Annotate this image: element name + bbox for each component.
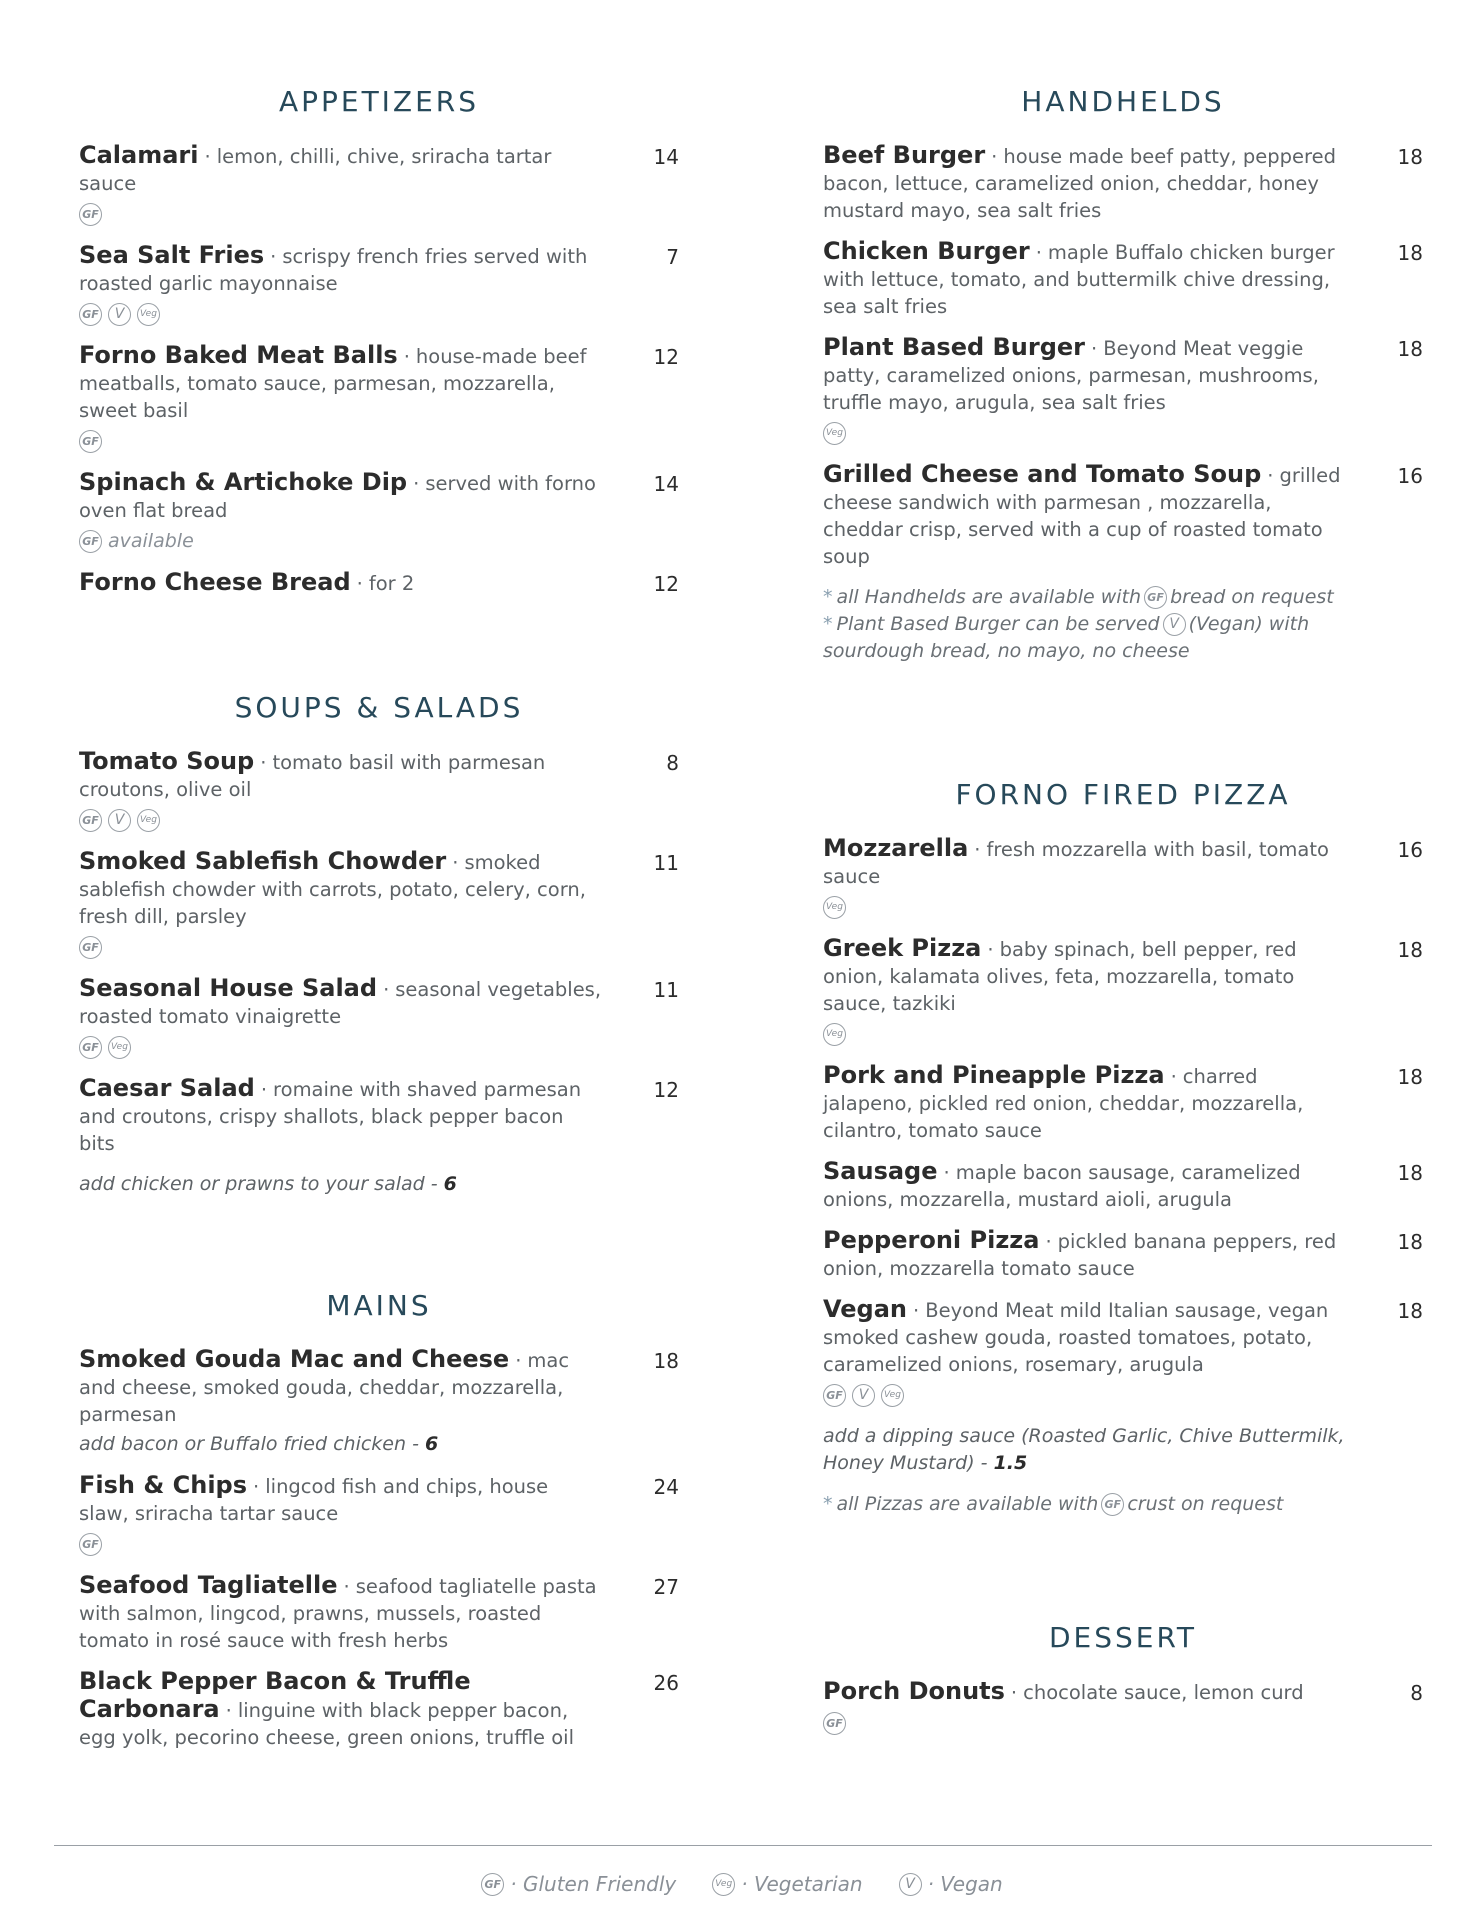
item-name: Spinach & Artichoke Dip xyxy=(79,468,408,496)
item-name: Forno Cheese Bread xyxy=(79,568,351,596)
item-name: Pepperoni Pizza xyxy=(823,1226,1040,1254)
pizza-gf-note: * all Pizzas are available with GF crust on request xyxy=(823,1493,1284,1515)
section-title: MAINS xyxy=(326,1289,432,1322)
vegetarian-icon: Veg xyxy=(137,303,160,326)
item-name: Fish & Chips xyxy=(79,1471,248,1499)
item-description: scrispy french fries served with roasted garlic mayonnaise xyxy=(79,245,588,295)
item-description: Beyond Meat veggie patty, caramelized onions, parmesan, mushrooms, truffle mayo, arugula, sea salt fries xyxy=(823,337,1319,414)
handhelds-section xyxy=(823,82,1423,665)
item-description: Beyond Meat mild Italian sausage, vegan smoked cashew gouda, roasted tomatoes, potato, caramelized onions, rosemary, arugula xyxy=(823,1299,1329,1376)
item-name: Tomato Soup xyxy=(79,747,255,775)
menu-item: Smoked Sablefish Chowder · smoked sablefish chowder with carrots, potato, celery, corn, fresh dill, parsley 11 GF xyxy=(79,848,679,961)
gluten-friendly-icon: GF xyxy=(823,1712,846,1735)
section-title: DESSERT xyxy=(1048,1621,1197,1654)
item-price: 18 xyxy=(1397,1161,1423,1185)
item-price: 11 xyxy=(653,978,679,1002)
menu-item: Sea Salt Fries · scrispy french fries served with roasted garlic mayonnaise 7 GF V Veg xyxy=(79,242,679,328)
dessert-section xyxy=(823,1618,1423,1751)
item-name: Calamari xyxy=(79,141,199,169)
vegetarian-icon: Veg xyxy=(881,1384,904,1407)
vegetarian-icon: Veg xyxy=(823,896,846,919)
appetizers-section xyxy=(79,82,679,611)
item-price: 16 xyxy=(1397,838,1423,862)
item-description: chocolate sauce, lemon curd xyxy=(1023,1681,1304,1704)
item-price: 14 xyxy=(653,145,679,169)
vegan-icon: V xyxy=(852,1384,875,1407)
handhelds-gf-note: * all Handhelds are available with GF bread on request xyxy=(823,586,1334,608)
legend-gluten-friendly: GF · Gluten Friendly xyxy=(481,1872,676,1896)
vegetarian-icon: Veg xyxy=(823,1023,846,1046)
item-description: house-made beef meatballs, tomato sauce, parmesan, mozzarella, sweet basil xyxy=(79,345,587,422)
item-description: smoked sablefish chowder with carrots, potato, celery, corn, fresh dill, parsley xyxy=(79,851,586,928)
item-description: maple Buffalo chicken burger with lettuce, tomato, and buttermilk chive dressing, sea salt fries xyxy=(823,241,1335,318)
badge-note: available xyxy=(108,530,194,552)
item-description: mac and cheese, smoked gouda, cheddar, mozzarella, parmesan xyxy=(79,1349,570,1426)
item-price: 18 xyxy=(1397,1299,1423,1323)
menu-item: Black Pepper Bacon & Truffle Carbonara · linguine with black pepper bacon, egg yolk, pecorino cheese, green onions, truffle oil 26 xyxy=(79,1667,679,1749)
item-name: Forno Baked Meat Balls xyxy=(79,341,398,369)
menu-item: Smoked Gouda Mac and Cheese · mac and cheese, smoked gouda, cheddar, mozzarella, parmesan 18 add bacon or Buffalo fried chicken - 6 xyxy=(79,1346,679,1458)
item-price: 8 xyxy=(1410,1681,1423,1705)
item-name: Beef Burger xyxy=(823,141,986,169)
item-name: Caesar Salad xyxy=(79,1074,255,1102)
gluten-friendly-icon: GF xyxy=(79,1533,102,1556)
item-price: 8 xyxy=(666,751,679,775)
item-name: Greek Pizza xyxy=(823,934,982,962)
item-description: seasonal vegetables, roasted tomato vinaigrette xyxy=(79,978,602,1028)
gluten-friendly-icon: GF xyxy=(79,809,102,832)
salad-addon-note: add chicken or prawns to your salad - 6 xyxy=(79,1173,457,1195)
item-name: Sea Salt Fries xyxy=(79,241,265,269)
item-name: Porch Donuts xyxy=(823,1677,1005,1705)
section-title: HANDHELDS xyxy=(1021,85,1225,118)
item-description: romaine with shaved parmesan and croutons, crispy shallots, black pepper bacon bits xyxy=(79,1078,582,1155)
gluten-friendly-icon: GF xyxy=(481,1873,504,1896)
menu-item: Beef Burger · house made beef patty, peppered bacon, lettuce, caramelized onion, cheddar, honey mustard mayo, sea salt fries 18 xyxy=(823,141,1423,222)
item-description: lemon, chilli, chive, sriracha tartar sauce xyxy=(79,145,552,195)
gluten-friendly-icon: GF xyxy=(79,530,102,553)
menu-item: Caesar Salad · romaine with shaved parmesan and croutons, crispy shallots, black pepper bacon bits 12 xyxy=(79,1074,679,1155)
item-name: Vegan xyxy=(823,1295,907,1323)
menu-item: Vegan · Beyond Meat mild Italian sausage, vegan smoked cashew gouda, roasted tomatoes, potato, caramelized onions, rosemary, arugula 18 GF V Veg xyxy=(823,1296,1423,1409)
item-description: fresh mozzarella with basil, tomato sauce xyxy=(823,838,1329,888)
item-name: Seasonal House Salad xyxy=(79,974,378,1002)
vegan-icon: V xyxy=(1163,613,1186,636)
menu-item: Mozzarella · fresh mozzarella with basil, tomato sauce 16 Veg xyxy=(823,835,1423,921)
item-description: baby spinach, bell pepper, red onion, kalamata olives, feta, mozzarella, tomato sauce, tazkiki xyxy=(823,938,1297,1015)
section-title: SOUPS & SALADS xyxy=(234,691,524,724)
item-description: served with forno oven flat bread xyxy=(79,472,596,522)
gluten-friendly-icon: GF xyxy=(79,430,102,453)
menu-item: Forno Cheese Bread · for 2 12 xyxy=(79,569,679,597)
menu-item: Pepperoni Pizza · pickled banana peppers, red onion, mozzarella tomato sauce 18 xyxy=(823,1226,1423,1280)
vegan-icon: V xyxy=(108,809,131,832)
item-price: 16 xyxy=(1397,464,1423,488)
item-description: pickled banana peppers, red onion, mozzarella tomato sauce xyxy=(823,1230,1337,1280)
menu-item: Calamari · lemon, chilli, chive, sriracha tartar sauce 14 GF xyxy=(79,142,679,228)
item-name: Pork and Pineapple Pizza xyxy=(823,1061,1165,1089)
vegan-icon: V xyxy=(108,303,131,326)
section-title: FORNO FIRED PIZZA xyxy=(955,778,1291,811)
gluten-friendly-icon: GF xyxy=(1101,1493,1124,1516)
mac-addon-note: add bacon or Buffalo fried chicken - 6 xyxy=(79,1433,439,1455)
legend-vegetarian: Veg · Vegetarian xyxy=(712,1872,862,1896)
item-price: 7 xyxy=(666,245,679,269)
item-price: 18 xyxy=(1397,145,1423,169)
item-price: 27 xyxy=(653,1575,679,1599)
menu-item: Greek Pizza · baby spinach, bell pepper, red onion, kalamata olives, feta, mozzarella, tomato sauce, tazkiki 18 Veg xyxy=(823,935,1423,1048)
item-name: Black Pepper Bacon & Truffle Carbonara xyxy=(79,1667,471,1723)
legend-vegan: V · Vegan xyxy=(899,1872,1003,1896)
item-name: Smoked Sablefish Chowder xyxy=(79,847,447,875)
dipping-sauce-note: add a dipping sauce (Roasted Garlic, Chive Buttermilk, Honey Mustard) - 1.5 xyxy=(823,1425,1345,1474)
vegetarian-icon: Veg xyxy=(137,809,160,832)
menu-item: Grilled Cheese and Tomato Soup · grilled cheese sandwich with parmesan , mozzarella, cheddar crisp, served with a cup of roasted tomato soup 16 xyxy=(823,460,1423,568)
item-description: house made beef patty, peppered bacon, lettuce, caramelized onion, cheddar, honey mustard mayo, sea salt fries xyxy=(823,145,1336,222)
item-name: Chicken Burger xyxy=(823,237,1030,265)
menu-item: Pork and Pineapple Pizza · charred jalapeno, pickled red onion, cheddar, mozzarella, cilantro, tomato sauce 18 xyxy=(823,1061,1423,1142)
item-price: 24 xyxy=(653,1475,679,1499)
gluten-friendly-icon: GF xyxy=(79,203,102,226)
item-name: Smoked Gouda Mac and Cheese xyxy=(79,1345,510,1373)
item-name: Plant Based Burger xyxy=(823,333,1086,361)
item-description: lingcod fish and chips, house slaw, sriracha tartar sauce xyxy=(79,1475,549,1525)
item-price: 18 xyxy=(1397,337,1423,361)
menu-item: Plant Based Burger · Beyond Meat veggie patty, caramelized onions, parmesan, mushrooms, truffle mayo, arugula, sea salt fries 18 Veg xyxy=(823,334,1423,447)
menu-item: Forno Baked Meat Balls · house-made beef meatballs, tomato sauce, parmesan, mozzarella, sweet basil 12 GF xyxy=(79,342,679,455)
item-price: 12 xyxy=(653,572,679,596)
vegetarian-icon: Veg xyxy=(712,1873,735,1896)
item-name: Grilled Cheese and Tomato Soup xyxy=(823,460,1262,488)
pizza-section xyxy=(823,775,1423,1518)
item-price: 12 xyxy=(653,345,679,369)
item-price: 26 xyxy=(653,1671,679,1695)
item-price: 11 xyxy=(653,851,679,875)
menu-item: Seafood Tagliatelle · seafood tagliatelle pasta with salmon, lingcod, prawns, mussels, roasted tomato in rosé sauce with fresh herbs 27 xyxy=(79,1571,679,1652)
dietary-legend xyxy=(0,1872,1484,1896)
menu-item: Fish & Chips · lingcod fish and chips, house slaw, sriracha tartar sauce 24 GF xyxy=(79,1472,679,1558)
gluten-friendly-icon: GF xyxy=(79,1036,102,1059)
item-description: grilled cheese sandwich with parmesan , mozzarella, cheddar crisp, served with a cup of roasted tomato soup xyxy=(823,464,1341,568)
item-description: linguine with black pepper bacon, egg yolk, pecorino cheese, green onions, truffle oil xyxy=(79,1699,575,1749)
item-price: 18 xyxy=(653,1349,679,1373)
section-title: APPETIZERS xyxy=(278,85,480,118)
vegetarian-icon: Veg xyxy=(823,422,846,445)
mains-section xyxy=(79,1286,679,1765)
handhelds-vegan-note: * Plant Based Burger can be served V (Vegan) with sourdough bread, no mayo, no cheese xyxy=(823,613,1310,662)
vegan-icon: V xyxy=(899,1873,922,1896)
item-description: tomato basil with parmesan croutons, olive oil xyxy=(79,751,546,801)
menu-item: Chicken Burger · maple Buffalo chicken burger with lettuce, tomato, and buttermilk chive dressing, sea salt fries 18 xyxy=(823,237,1423,318)
item-price: 18 xyxy=(1397,241,1423,265)
gluten-friendly-icon: GF xyxy=(1144,586,1167,609)
menu-item: Seasonal House Salad · seasonal vegetables, roasted tomato vinaigrette 11 GF Veg xyxy=(79,975,679,1061)
item-price: 18 xyxy=(1397,1230,1423,1254)
gluten-friendly-icon: GF xyxy=(823,1384,846,1407)
item-description: for 2 xyxy=(368,572,415,595)
menu-item: Spinach & Artichoke Dip · served with forno oven flat bread 14 GF available xyxy=(79,468,679,552)
footer-divider xyxy=(54,1845,1432,1846)
item-price: 18 xyxy=(1397,938,1423,962)
vegetarian-icon: Veg xyxy=(108,1036,131,1059)
gluten-friendly-icon: GF xyxy=(79,303,102,326)
item-name: Sausage xyxy=(823,1157,938,1185)
menu-item: Tomato Soup · tomato basil with parmesan croutons, olive oil 8 GF V Veg xyxy=(79,748,679,834)
soups-salads-section xyxy=(79,688,679,1212)
gluten-friendly-icon: GF xyxy=(79,936,102,959)
item-price: 12 xyxy=(653,1078,679,1102)
item-name: Seafood Tagliatelle xyxy=(79,1571,338,1599)
menu-item: Porch Donuts · chocolate sauce, lemon curd 8 GF xyxy=(823,1678,1423,1737)
item-description: seafood tagliatelle pasta with salmon, lingcod, prawns, mussels, roasted tomato in rosé sauce with fresh herbs xyxy=(79,1575,597,1652)
item-price: 18 xyxy=(1397,1065,1423,1089)
item-name: Mozzarella xyxy=(823,834,969,862)
menu-item: Sausage · maple bacon sausage, caramelized onions, mozzarella, mustard aioli, arugula 18 xyxy=(823,1157,1423,1211)
item-price: 14 xyxy=(653,472,679,496)
item-description: charred jalapeno, pickled red onion, cheddar, mozzarella, cilantro, tomato sauce xyxy=(823,1065,1304,1142)
item-description: maple bacon sausage, caramelized onions, mozzarella, mustard aioli, arugula xyxy=(823,1161,1301,1211)
